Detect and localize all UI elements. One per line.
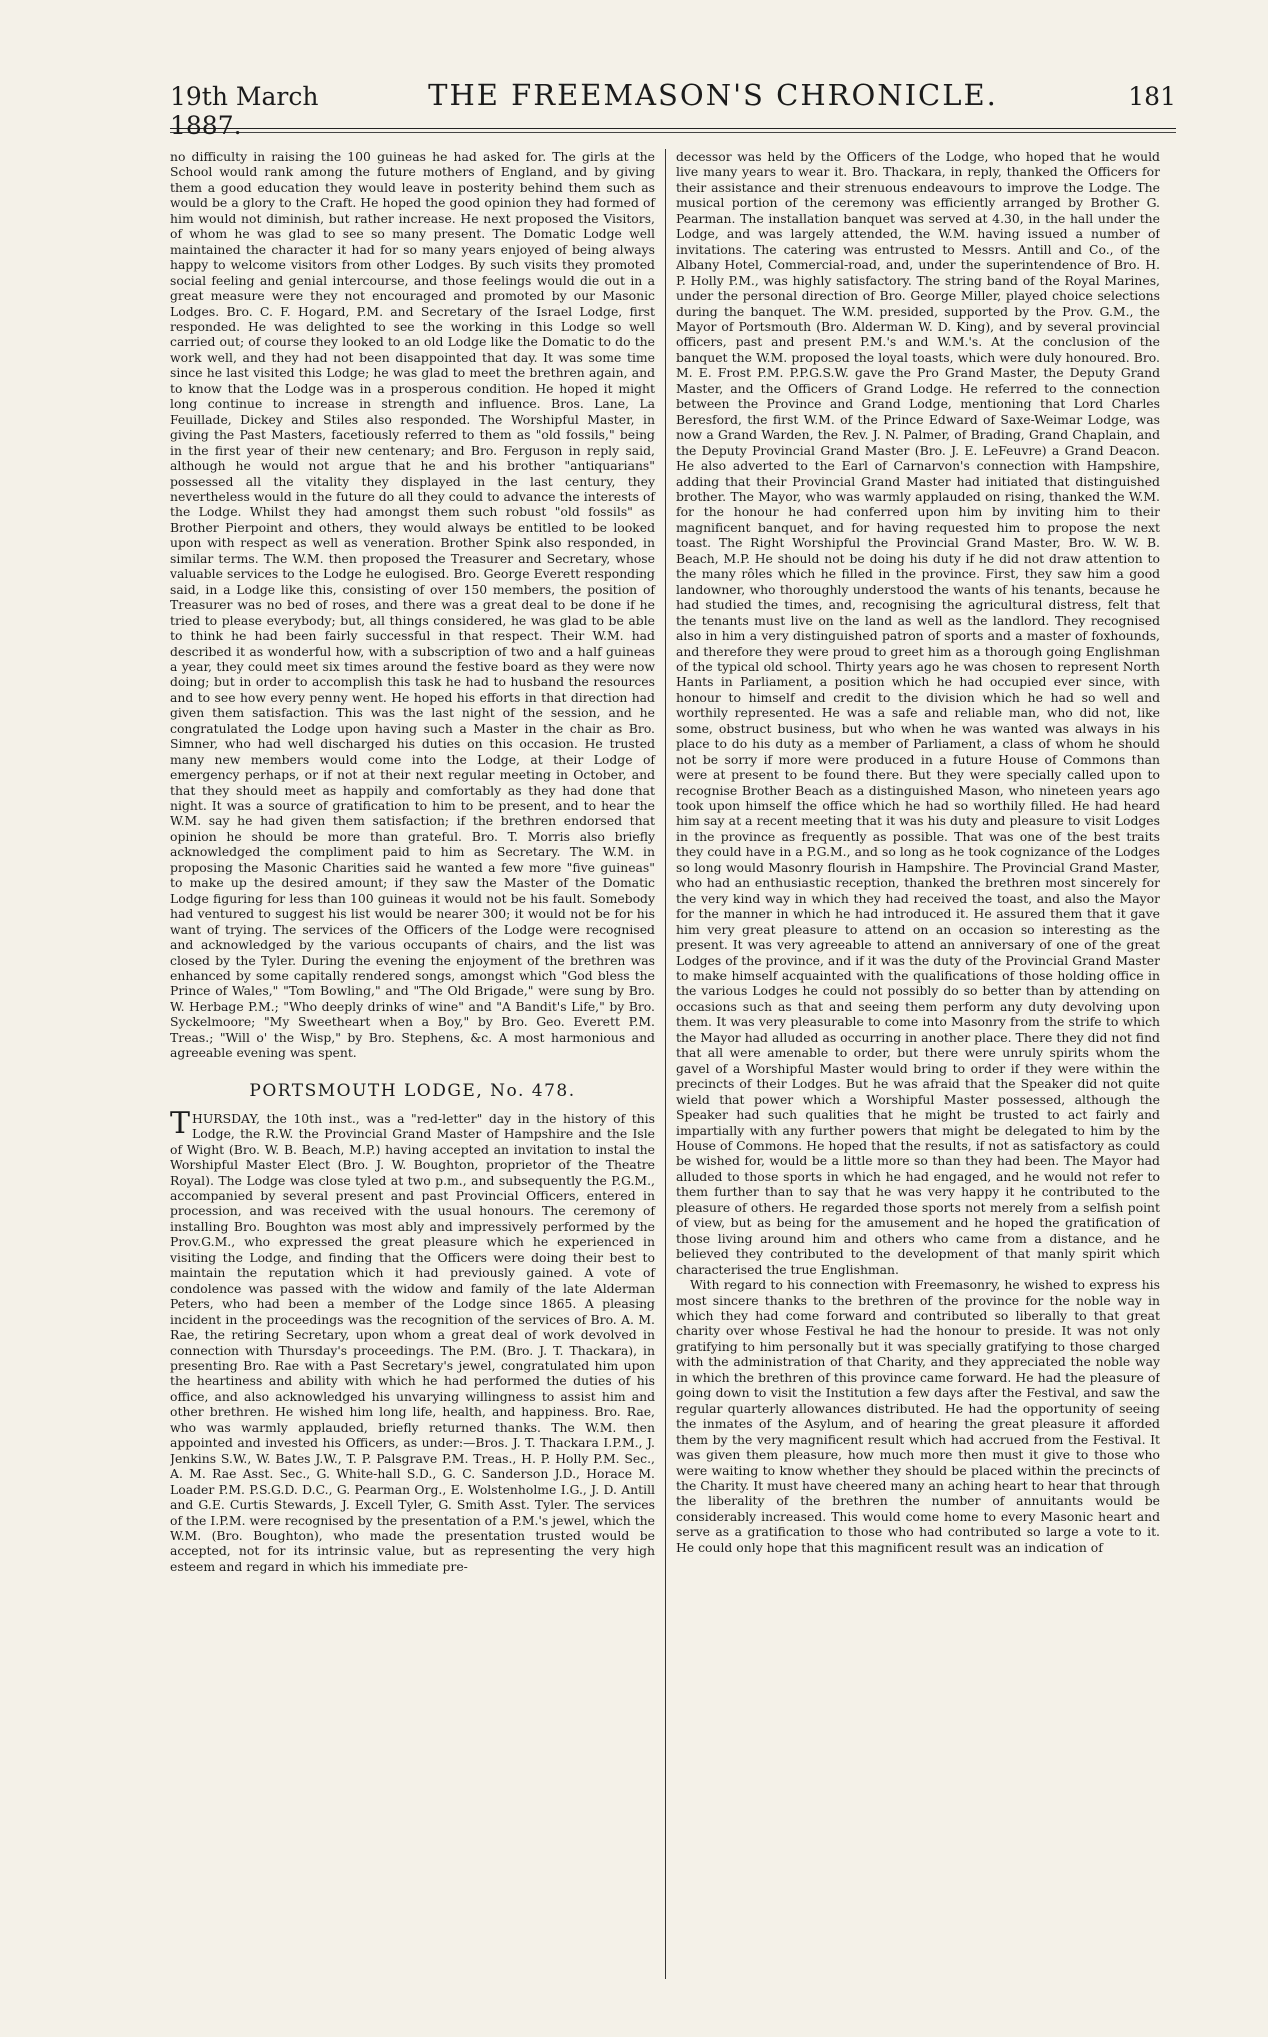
section-title-portsmouth-lodge: PORTSMOUTH LODGE, No. 478. [249, 1080, 576, 1101]
masthead [170, 78, 1176, 140]
left-column [170, 149, 665, 1979]
article-columns [170, 149, 1176, 1979]
right-column [665, 149, 1160, 1979]
portsmouth-lodge-report: THURSDAY, the 10th inst., was a "red-letter" day in the history of this Lodge, the R.W. the Provincial Grand Master of Hampshire and the Isle of Wight (Bro. W. B. Beach, M.P.) having accepted an invitation to instal the Worshipful Master Elect (Bro. J. W. Boughton, proprietor of the Theatre Royal). The Lodge was close tyled at two p.m., and subsequently the P.G.M., accompanied by several present and past Provincial Officers, entered in procession, and was received with the usual honours. The ceremony of installing Bro. Boughton was most ably and impressively performed by the Prov.G.M., who expressed the great pleasure which he experienced in visiting the Lodge, and finding that the Officers were doing their best to maintain the reputation which it had previously gained. A vote of condolence was passed with the widow and family of the late Alderman Peters, who had been a member of the Lodge since 1865. A pleasing incident in the proceedings was the recognition of the services of Bro. A. M. Rae, the retiring Secretary, upon whom a great deal of work devolved in connection with Thursday's proceedings. The P.M. (Bro. J. T. Thackara), in presenting Bro. Rae with a Past Secretary's jewel, congratulated him upon the heartiness and ability with which he had performed the duties of his office, and also acknowledged his unvarying willingness to assist him and other brethren. He wished him long life, health, and happiness. Bro. Rae, who was warmly applauded, briefly returned thanks. The W.M. then appointed and invested his Officers, as under:—Bros. J. T. Thackara I.P.M., J. Jenkins S.W., W. Bates J.W., T. P. Palsgrave P.M. Treas., H. P. Holly P.M. Sec., A. M. Rae Asst. Sec., G. White-hall S.D., G. C. Sanderson J.D., Horace M. Loader P.M. P.S.G.D. D.C., G. Pearman Org., E. Wolstenholme I.G., J. D. Antill and G.E. Curtis Stewards, J. Excell Tyler, G. Smith Asst. Tyler. The services of the I.P.M. were recognised by the presentation of a P.M.'s jewel, which the W.M. (Bro. Boughton), who made the presentation trusted would be accepted, not for its intrinsic value, but as representing the very high esteem and regard in which his immediate pre- [170, 1105, 655, 1574]
page-number: 181 [1128, 82, 1176, 111]
portsmouth-report-charity: With regard to his connection with Freemasonry, he wished to express his most sincere thanks to the brethren of the province for the noble way in which they had come forward and contributed so liberally to that great charity over whose Festival he had the honour to preside. It was not only gratifying to him personally but it was specially gratifying to those charged with the administration of that Charity, and they appreciated the noble way in which the brethren of this province came forward. He had the pleasure of going down to visit the Institution a few days after the Festival, and saw the regular quarterly allowances distributed. He had the opportunity of seeing the inmates of the Asylum, and of hearing the great pleasure it afforded them by the very magnificent result which had accrued from the Festival. It was given them pleasure, how much more then must it give to those who were waiting to know whether they should be placed within the precincts of the Charity. It must have cheered many an aching heart to hear that through the liberality of the brethren the number of annuitants would be considerably increased. This would come home to every Masonic heart and serve as a gratification to those who had contributed so large a vote to it. He could only hope that this magnificent result was an indication of [676, 1277, 1160, 1555]
portsmouth-report-continued: decessor was held by the Officers of the Lodge, who hoped that he would live many years to wear it. Bro. Thackara, in reply, thanked the Officers for their assistance and their strenuous endeavours to improve the Lodge. The musical portion of the ceremony was efficiently arranged by Brother G. Pearman. The installation banquet was served at 4.30, in the hall under the Lodge, and was largely attended, the W.M. having issued a number of invitations. The catering was entrusted to Messrs. Antill and Co., of the Albany Hotel, Commercial-road, and, under the superintendence of Bro. H. P. Holly P.M., was highly satisfactory. The string band of the Royal Marines, under the personal direction of Bro. George Miller, played choice selections during the banquet. The W.M. presided, supported by the Prov. G.M., the Mayor of Portsmouth (Bro. Alderman W. D. King), and by several provincial officers, past and present P.M.'s and W.M.'s. At the conclusion of the banquet the W.M. proposed the loyal toasts, which were duly honoured. Bro. M. E. Frost P.M. P.P.G.S.W. gave the Pro Grand Master, the Deputy Grand Master, and the Officers of Grand Lodge. He referred to the connection between the Province and Grand Lodge, mentioning that Lord Charles Beresford, the first W.M. of the Prince Edward of Saxe-Weimar Lodge, was now a Grand Warden, the Rev. J. N. Palmer, of Brading, Grand Chaplain, and the Deputy Provincial Grand Master (Bro. J. E. LeFeuvre) a Grand Deacon. He also adverted to the Earl of Carnarvon's connection with Hampshire, adding that their Provincial Grand Master had initiated that distinguished brother. The Mayor, who was warmly applauded on rising, thanked the W.M. for the honour he had conferred upon him by inviting him to their magnificent banquet, and for having requested him to propose the next toast. The Right Worshipful the Provincial Grand Master, Bro. W. W. B. Beach, M.P. He should not be doing his duty if he did not draw attention to the many rôles which he filled in the province. First, they saw him a good landowner, who thoroughly understood the wants of his tenants, because he had studied the times, and, recognising the agricultural distress, felt that the tenants must live on the land as well as the landlord. They recognised also in him a very distinguished patron of sports and a master of foxhounds, and therefore they were proud to greet him as a thorough going Englishman of the typical old school. Thirty years ago he was chosen to represent North Hants in Parliament, a position which he had occupied ever since, with honour to himself and credit to the division which he had so well and worthily represented. He was a safe and reliable man, who did not, like some, obstruct business, but who when he was wanted was always in his place to do his duty as a member of Parliament, a class of whom he should not be sorry if more were produced in a future House of Commons than were at present to be found there. But they were specially called upon to recognise Brother Beach as a distinguished Mason, who nineteen years ago took upon himself the office which he had so worthily filled. He had heard him say at a recent meeting that it was his duty and pleasure to visit Lodges in the province as frequently as possible. That was one of the best traits they could have in a P.G.M., and so long as he took cognizance of the Lodges so long would Masonry flourish in Hampshire. The Provincial Grand Master, who had an enthusiastic reception, thanked the brethren most sincerely for the very kind way in which they had received the toast, and also the Mayor for the manner in which he had introduced it. He assured them that it gave him very great pleasure to attend on an occasion so interesting as the present. It was very agreeable to attend an anniversary of one of the great Lodges of the province, and if it was the duty of the Provincial Grand Master to make himself acquainted with the qualifications of those holding office in the various Lodges he could not possibly do so better than by attending on occasions such as that and seeing them perform any duty devolving upon them. It was very pleasurable to come into Masonry from the strife to which the Mayor had alluded as occurring in another place. There they did not find that all were amenable to order, but there were unruly spirits whom the gavel of a Worshipful Master would bring to order if they were within the precincts of their Lodges. But he was afraid that the Speaker did not quite wield that power which a Worshipful Master possessed, although the Speaker had such qualities that he might be trusted to act fairly and impartially with any further powers that might be delegated to him by the House of Commons. He hoped that the results, if not as satisfactory as could be wished for, would be a little more so than they had been. The Mayor had alluded to those sports in which he had engaged, and he would not refer to them further than to say that he was very happy it he contributed to the pleasure of others. He regarded those sports not merely from a selfish point of view, but as being for the amusement and he hoped the gratification of those living around him and others who came from a distance, and he believed they contributed to the development of that manly spirit which characterised the true Englishman. [676, 149, 1160, 1277]
domatic-lodge-report: no difficulty in raising the 100 guineas he had asked for. The girls at the School would rank among the future mothers of England, and by giving them a good education they would leave in posterity behind them such as would be a glory to the Craft. He hoped the good opinion they had formed of him would not diminish, but rather increase. He next proposed the Visitors, of whom he was glad to see so many present. The Domatic Lodge well maintained the character it had for so many years enjoyed of being always happy to welcome visitors from other Lodges. By such visits they promoted social feeling and genial intercourse, and those feelings would die out in a great measure were they not encouraged and promoted by our Masonic Lodges. Bro. C. F. Hogard, P.M. and Secretary of the Israel Lodge, first responded. He was delighted to see the working in this Lodge so well carried out; of course they looked to an old Lodge like the Domatic to do the work well, and they had not been disappointed that day. It was some time since he last visited this Lodge; he was glad to meet the brethren again, and to know that the Lodge was in a prosperous condition. He hoped it might long continue to increase in strength and influence. Bros. Lane, La Feuillade, Dickey and Stiles also responded. The Worshipful Master, in giving the Past Masters, facetiously referred to them as "old fossils," being in the first year of their new centenary; and Bro. Ferguson in reply said, although he would not argue that he and his brother "antiquarians" possessed all the vitality they displayed in the last century, they nevertheless would in the future do all they could to advance the interests of the Lodge. Whilst they had amongst them such robust "old fossils" as Brother Pierpoint and others, they would always be entitled to be looked upon with respect as well as veneration. Brother Spink also responded, in similar terms. The W.M. then proposed the Treasurer and Secretary, whose valuable services to the Lodge he eulogised. Bro. George Everett responding said, in a Lodge like this, consisting of over 150 members, the position of Treasurer was no bed of roses, and there was a great deal to be done if he tried to please everybody; but, all things considered, he was glad to be able to think he had been fairly successful in that respect. Their W.M. had described it as wonderful how, with a subscription of two and a half guineas a year, they could meet six times around the festive board as they were now doing; but in order to accomplish this task he had to husband the resources and to see how every penny went. He hoped his efforts in that direction had given them satisfaction. This was the last night of the session, and he congratulated the Lodge upon having such a Master in the chair as Bro. Simner, who had well discharged his duties on this occasion. He trusted many new members would come into the Lodge, at their Lodge of emergency perhaps, or if not at their next regular meeting in October, and that they should meet as happily and comfortably as they had done that night. It was a source of gratification to him to be present, and to hear the W.M. say he had given them satisfaction; if the brethren endorsed that opinion he should be more than grateful. Bro. T. Morris also briefly acknowledged the compliment paid to him as Secretary. The W.M. in proposing the Masonic Charities said he wanted a few more "five guineas" to make up the desired amount; if they saw the Master of the Domatic Lodge figuring for less than 100 guineas it would not be his fault. Somebody had ventured to suggest his list would be nearer 300; it would not be for his want of trying. The services of the Officers of the Lodge were recognised and acknowledged by the various occupants of chairs, and the list was closed by the Tyler. During the evening the enjoyment of the brethren was enhanced by some capitally rendered songs, amongst which "God bless the Prince of Wales," "Tom Bowling," and "The Old Brigade," were sung by Bro. W. Herbage P.M.; "Who deeply drinks of wine" and "A Bandit's Life," by Bro. Syckelmoore; "My Sweetheart when a Boy," by Bro. Geo. Everett P.M. Treas.; "Will o' the Wisp," by Bro. Stephens, &c. A most harmonious and agreeable evening was spent. [170, 149, 655, 1061]
publication-title: THE FREEMASON'S CHRONICLE. [428, 78, 998, 112]
issue-date: 19th March 1887. [170, 82, 319, 140]
